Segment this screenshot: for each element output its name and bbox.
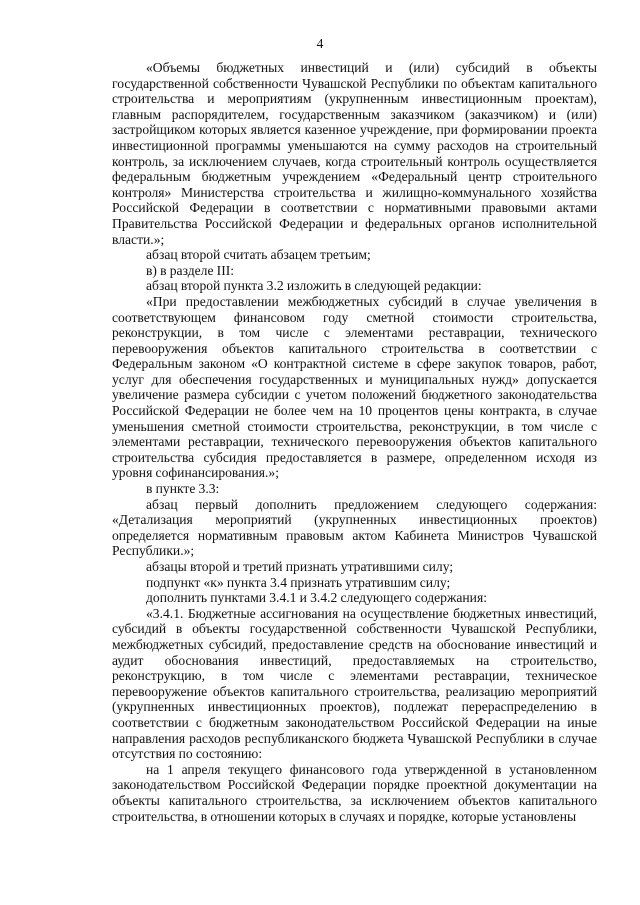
page-number: 4 xyxy=(316,36,324,51)
paragraph-detalization: абзац первый дополнить предложением следующего содержания: «Детализация мероприятий (укрупненных инвестиционных проектов) определяется нормативным правовым актом Кабинета Министров Чувашской Республики.»; xyxy=(112,496,597,559)
paragraph-volumes-of-investments: «Объемы бюджетных инвестиций и (или) субсидий в объекты государственной собственности Чувашской Республики по объектам капитального строительства и мероприятиям (укрупненным инвестиционным проектам), главным распорядителем, государственным заказчиком (заказчиком) и (или) застройщиком которых является казенное учреждение, при формировании проекта инвестиционной программы уменьшаются на сумму расходов на строительный контроль, за исключением случаев, когда строительный контроль осуществляется федеральным бюджетным учреждением «Федеральный центр строительного контроля» Министерства строительства и жилищно-коммунального хозяйства Российской Федерации в соответствии с нормативными правовыми актами Правительства Российской Федерации и федеральных органов исполнительной власти.»; xyxy=(112,60,597,247)
paragraph-repeal-second-third: абзацы второй и третий признать утратившими силу; xyxy=(146,559,454,574)
paragraph-add-points: дополнить пунктами 3.4.1 и 3.4.2 следующего содержания: xyxy=(146,590,487,606)
paragraph-repeal-subpoint-k: подпункт «к» пункта 3.4 признать утратившим силу; xyxy=(146,574,451,590)
paragraph-point-3-4-1: «3.4.1. Бюджетные ассигнования на осуществление бюджетных инвестиций, субсидий в объекты государственной собственности Чувашской Республики, межбюджетных субсидий, предоставление средств на обоснование инвестиций и аудит обоснования инвестиций, предоставляемых на строительство, реконструкцию, в том числе с элементами реставрации, техническое перевооружение объектов капитального строительства, реализацию мероприятий (укрупненных инвестиционных проектов), подлежат перераспределению в соответствии с бюджетным законодательством Российской Федерации на иные направления расходов республиканского бюджета Чувашской Республики в случае отсутствия по состоянию: xyxy=(112,605,597,762)
paragraph-april-first: на 1 апреля текущего финансового года утвержденной в установленном законодательством Российской Федерации порядке проектной документации на объекты капитального строительства, за исключением объектов капитального строительства, в отношении которых в случаях и порядке, которые установлены xyxy=(112,761,597,824)
paragraph-point-3-3: в пункте 3.3: xyxy=(146,481,220,497)
paragraph-point-3-2-intro: абзац второй пункта 3.2 изложить в следующей редакции: xyxy=(146,278,482,294)
paragraph-section-iii: в) в разделе III: xyxy=(146,262,235,278)
document-body xyxy=(112,60,597,824)
paragraph-renumber-third: абзац второй считать абзацем третьим; xyxy=(146,247,371,263)
paragraph-point-3-2-text: «При предоставлении межбюджетных субсидий в случае увеличения в соответствующем финансовом году сметной стоимости строительства, реконструкции, в том числе с элементами реставрации, технического перевооружения объектов капитального строительства в соответствии с Федеральным законом «О контрактной системе в сфере закупок товаров, работ, услуг для обеспечения государственных и муниципальных нужд» допускается увеличение размера субсидии с учетом положений бюджетного законодательства Российской Федерации не более чем на 10 процентов цены контракта, в случае уменьшения сметной стоимости строительства, реконструкции, в том числе с элементами реставрации, технического перевооружения объектов капитального строительства субсидия предоставляется в размере, определенном исходя из уровня софинансирования.»; xyxy=(112,293,597,481)
